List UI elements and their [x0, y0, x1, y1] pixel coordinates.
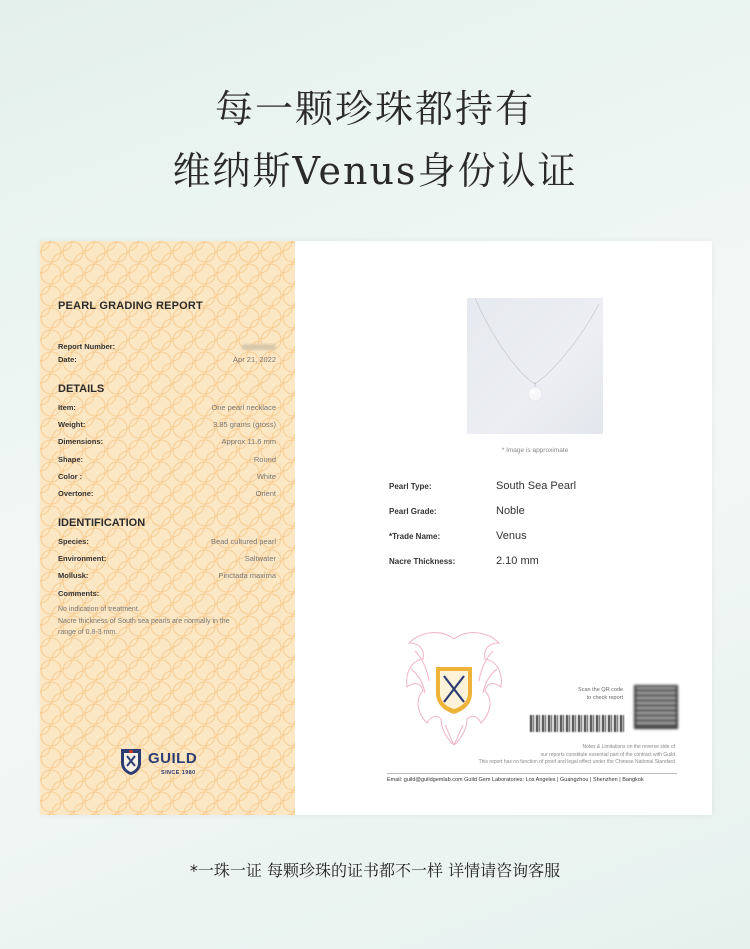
spec-row	[389, 505, 689, 519]
comment-line: No indication of treatment.	[58, 606, 140, 613]
detail-value: Orient	[255, 489, 276, 498]
spec-label: *Trade Name:	[389, 532, 441, 541]
spec-value: 2.10 mm	[496, 555, 539, 567]
date-label: Date:	[58, 355, 77, 364]
notes-and-limitations	[395, 744, 675, 767]
detail-value: Approx 11.6 mm	[221, 437, 276, 446]
scan-line: to check report	[586, 695, 623, 701]
guild-brand-name: GUILD	[148, 750, 198, 767]
scan-qr-instructions	[545, 686, 623, 702]
guild-since: SINCE 1980	[161, 770, 196, 776]
notes-line: Notes & Limitations on the reverse side of	[582, 744, 675, 750]
spec-label: Nacre Thickness:	[389, 557, 456, 566]
headline-line-1: 每一颗珍珠都持有	[214, 87, 535, 131]
contact-footer: Email: guild@guildgemlab.com Guild Gem Laboratories: Los Angeles | Guangzhou | Shenzhen | Bangkok	[387, 773, 677, 788]
report-right-panel	[295, 241, 712, 815]
identification-heading: IDENTIFICATION	[58, 517, 146, 529]
identification-row	[58, 537, 276, 549]
spec-label: Pearl Grade:	[389, 507, 437, 516]
qr-code[interactable]	[634, 685, 678, 729]
detail-label: Shape:	[58, 455, 84, 464]
detail-row	[58, 437, 276, 449]
pearl-necklace-illustration	[467, 298, 603, 434]
report-number-value-blurred	[242, 342, 276, 352]
identification-value: Bead cultured pearl	[210, 537, 276, 546]
notes-line: This report has no function of proof and legal effect under the Chinese National Standard	[478, 759, 675, 765]
grading-report-card	[40, 241, 712, 815]
report-title: PEARL GRADING REPORT	[58, 300, 203, 312]
date-value: Apr 21, 2022	[233, 355, 276, 364]
detail-label: Color :	[58, 472, 83, 481]
scan-line: Scan the QR code	[578, 687, 623, 693]
detail-row	[58, 489, 276, 501]
spec-row	[389, 555, 689, 569]
date-row	[58, 355, 276, 367]
identification-row	[58, 571, 276, 583]
detail-row	[58, 472, 276, 484]
identification-label: Mollusk:	[58, 571, 89, 580]
barcode	[530, 715, 624, 732]
comment-line: Nacre thickness of South sea pearls are normally in the	[58, 618, 230, 625]
detail-value: One pearl necklace	[211, 403, 276, 412]
identification-value: Saltwater	[244, 554, 276, 563]
identification-row	[58, 589, 276, 601]
spec-value: Venus	[496, 530, 527, 542]
report-number-row	[58, 342, 276, 354]
comment-line: range of 0.8-3 mm.	[58, 629, 118, 636]
spec-row	[389, 480, 689, 494]
detail-row	[58, 420, 276, 432]
identification-row	[58, 554, 276, 566]
identification-label: Comments:	[58, 589, 100, 598]
guild-shield-icon	[120, 748, 142, 776]
pearl-necklace-photo	[467, 298, 603, 434]
report-number-label: Report Number:	[58, 342, 116, 351]
guild-logo	[120, 746, 220, 780]
identification-label: Species:	[58, 537, 89, 546]
bottom-caption: *一珠一证 每颗珍珠的证书都不一样 详情请咨询客服	[189, 861, 561, 880]
spec-row	[389, 530, 689, 544]
detail-label: Overtone:	[58, 489, 94, 498]
detail-value: White	[256, 472, 276, 481]
spec-value: South Sea Pearl	[496, 480, 577, 492]
image-caption: * Image is approximate	[501, 447, 569, 454]
detail-value: 3.85 grams (gross)	[213, 420, 276, 429]
headline-line-2: 维纳斯Venus身份认证	[172, 149, 578, 193]
guild-eagle-seal-icon	[401, 629, 507, 749]
identification-label: Environment:	[58, 554, 107, 563]
spec-label: Pearl Type:	[389, 482, 432, 491]
details-heading: DETAILS	[58, 383, 105, 395]
identification-value: Pinctada maxima	[218, 571, 276, 580]
report-left-panel	[40, 241, 295, 815]
notes-line: our reports constitute essential part of the contract with Guild	[540, 751, 675, 758]
detail-row	[58, 403, 276, 415]
detail-value: Round	[253, 455, 276, 464]
detail-label: Dimensions:	[58, 437, 104, 446]
detail-label: Weight:	[58, 420, 86, 429]
detail-row	[58, 455, 276, 467]
detail-label: Item:	[58, 403, 76, 412]
spec-value: Noble	[496, 505, 525, 517]
